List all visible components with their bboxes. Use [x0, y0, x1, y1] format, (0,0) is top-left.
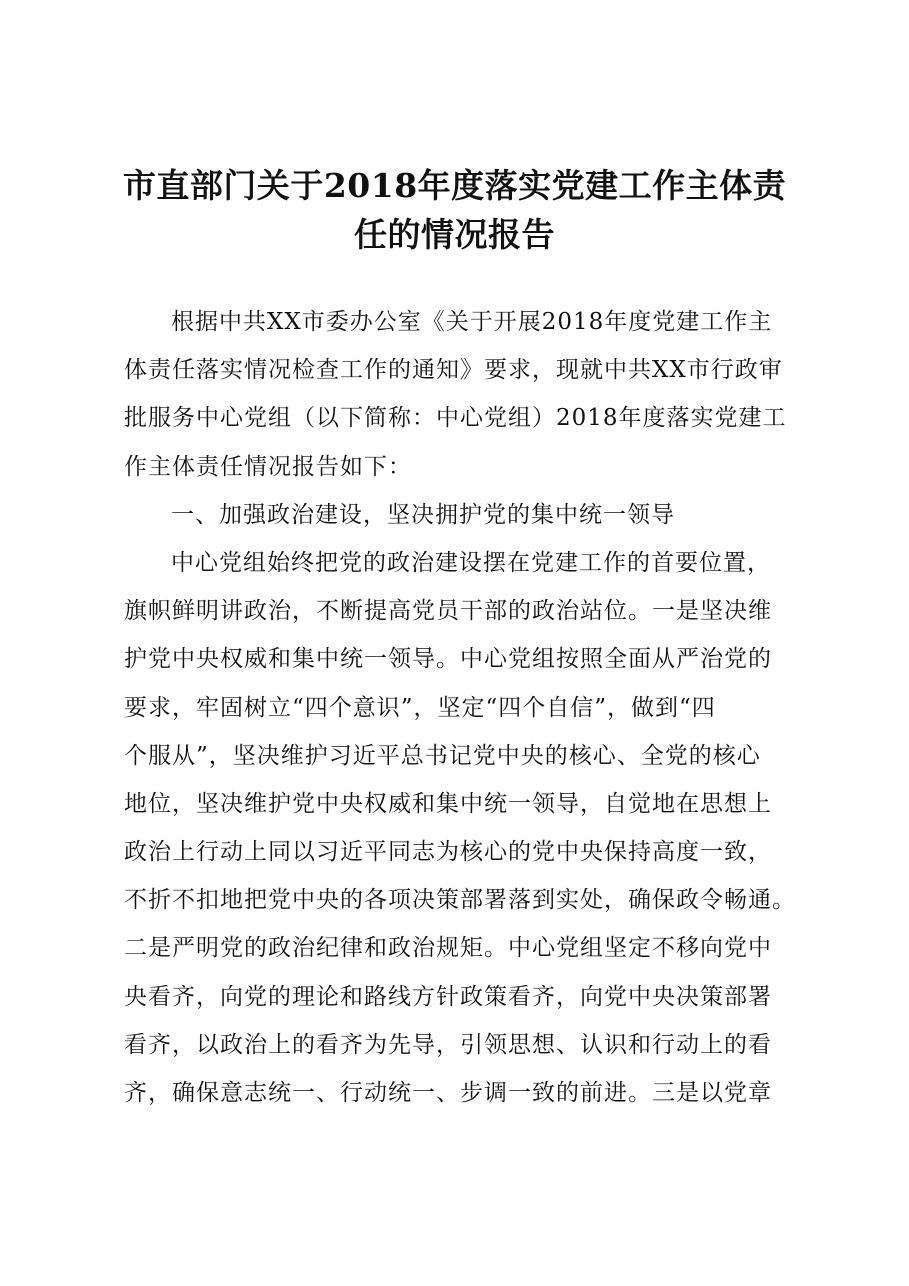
document-title-line-2: 任的情况报告 [354, 215, 555, 254]
body-line: 政治上行动上同以习近平同志为核心的党中央保持高度一致， [124, 839, 772, 866]
body-line: 作主体责任情况报告如下： [124, 453, 412, 480]
body-line: 齐，确保意志统一、行动统一、步调一致的前进。三是以党章 [124, 1080, 772, 1106]
body-line: 一、加强政治建设，坚决拥护党的集中统一领导 [171, 501, 675, 528]
body-line: 地位，坚决维护党中央权威和集中统一领导，自觉地在思想上 [124, 790, 772, 817]
body-line: 看齐，以政治上的看齐为先导，引领思想、认识和行动上的看 [124, 1031, 772, 1058]
body-line: 个服从”，坚决维护习近平总书记党中央的核心、全党的核心 [124, 742, 761, 769]
body-line: 不折不扣地把党中央的各项决策部署落到实处，确保政令畅通。 [124, 887, 796, 914]
body-line: 央看齐，向党的理论和路线方针政策看齐，向党中央决策部署 [124, 983, 772, 1010]
document-title-line-1: 市直部门关于2018年度落实党建工作主体责 [122, 166, 787, 205]
body-line: 批服务中心党组（以下简称：中心党组）2018年度落实党建工 [124, 405, 787, 432]
body-line: 体责任落实情况检查工作的通知》要求，现就中共XX市行政审 [124, 357, 783, 384]
body-line: 护党中央权威和集中统一领导。中心党组按照全面从严治党的 [124, 646, 772, 673]
document-body [124, 298, 814, 1117]
body-line: 要求，牢固树立“四个意识”，坚定“四个自信”，做到“四 [124, 694, 716, 721]
body-line: 旗帜鲜明讲政治，不断提高党员干部的政治站位。一是坚决维 [124, 598, 772, 625]
body-line: 根据中共XX市委办公室《关于开展2018年度党建工作主 [171, 309, 773, 335]
body-line: 中心党组始终把党的政治建设摆在党建工作的首要位置， [171, 549, 771, 576]
body-line: 二是严明党的政治纪律和政治规矩。中心党组坚定不移向党中 [124, 935, 772, 962]
